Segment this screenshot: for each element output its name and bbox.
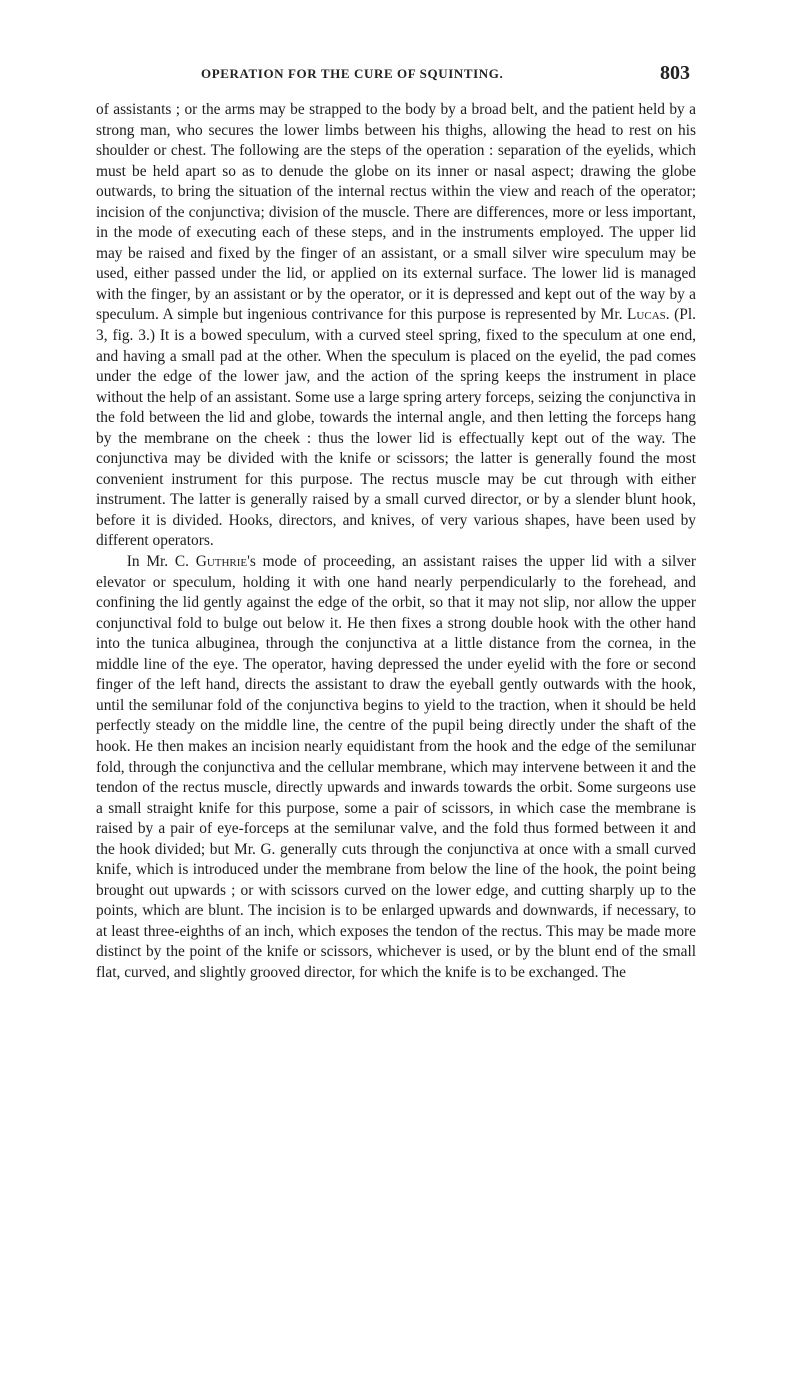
author-name-lucas: Lucas <box>627 306 666 324</box>
paragraph <box>96 552 696 983</box>
running-title: OPERATION FOR THE CURE OF SQUINTING. <box>201 66 504 81</box>
paragraph <box>96 100 696 552</box>
running-head <box>96 62 696 92</box>
book-page <box>96 62 696 984</box>
body-text <box>96 100 696 984</box>
text-run: of assistants ; or the arms may be strapped to the body by a broad belt, and the patient held by a strong man, who secures the lower limbs between his thighs, allowing the head to rest on his shoulder or chest. The following are the steps of the operation : separation of the eyelids, which must be held apart so as to denude the globe on its inner or nasal aspect; drawing the globe outwards, to bring the situation of the internal rectus within the view and reach of the operator; incision of the conjunctiva; division of the muscle. There are differences, more or less important, in the mode of executing each of these steps, and in the instruments employed. The upper lid may be raised and fixed by the finger of an assistant, or a small silver wire speculum may be used, either passed under the lid, or applied on its external surface. The lower lid is managed with the finger, by an assistant or by the operator, or it is depressed and kept out of the way by a speculum. A simple but ingenious contrivance for this purpose is represented by Mr. <box>96 101 696 324</box>
text-run: . (Pl. 3, fig. 3.) It is a bowed speculum, with a curved steel spring, fixed to the speculum at one end, and having a small pad at the other. When the speculum is placed on the eyelid, the pad comes under the edge of the lower jaw, and the action of the spring keeps the instrument in place without the help of an assistant. Some use a large spring artery forceps, seizing the conjunctiva in the fold between the lid and globe, towards the internal angle, and then letting the forceps hang by the membrane on the cheek : thus the lower lid is effectually kept out of the way. The conjunctiva may be divided with the knife or scissors; the latter is generally found the most convenient instrument for this purpose. The rectus muscle may be cut through with either instrument. The latter is generally raised by a small curved director, or by a slender blunt hook, before it is divided. Hooks, directors, and knives, of very various shapes, have been used by different operators. <box>96 306 696 550</box>
author-name-guthrie: Guthrie <box>195 553 248 571</box>
text-run: In Mr. C. <box>126 553 196 571</box>
text-run: 's mode of proceeding, an assistant raises the upper lid with a silver elevator or speculum, holding it with one hand nearly perpendicularly to the forehead, and confining the lid gently against the edge of the orbit, so that it may not slip, nor allow the upper conjunctival fold to bulge out below it. He then fixes a strong double hook with the other hand into the tunica albuginea, through the conjunctiva at a little distance from the cornea, in the middle line of the eye. The operator, having depressed the under eyelid with the fore or second finger of the left hand, directs the assistant to draw the eyeball gently outwards with the hook, until the semilunar fold of the conjunctiva begins to yield to the traction, when it should be held perfectly steady on the middle line, the centre of the pupil being directly under the shaft of the hook. He then makes an incision nearly equidistant from the hook and the edge of the semilunar fold, through the conjunctiva and the cellular membrane, which may intervene between it and the tendon of the rectus muscle, directly upwards and inwards towards the orbit. Some surgeons use a small straight knife for this purpose, some a pair of scissors, in which case the membrane is raised by a pair of eye-forceps at the semilunar valve, and the fold thus formed between it and the hook divided; but Mr. G. generally cuts through the conjunctiva at once with a small curved knife, which is introduced under the membrane from below the line of the hook, the point being brought out upwards ; or with scissors curved on the lower edge, and cutting sharply up to the points, which are blunt. The incision is to be enlarged upwards and downwards, if necessary, to at least three-eighths of an inch, which exposes the tendon of the rectus. This may be made more distinct by the point of the knife or scissors, whichever is used, or by the blunt end of the small flat, curved, and slightly grooved director, for which the knife is to be exchanged. The <box>96 553 696 981</box>
page-number: 803 <box>660 62 690 84</box>
